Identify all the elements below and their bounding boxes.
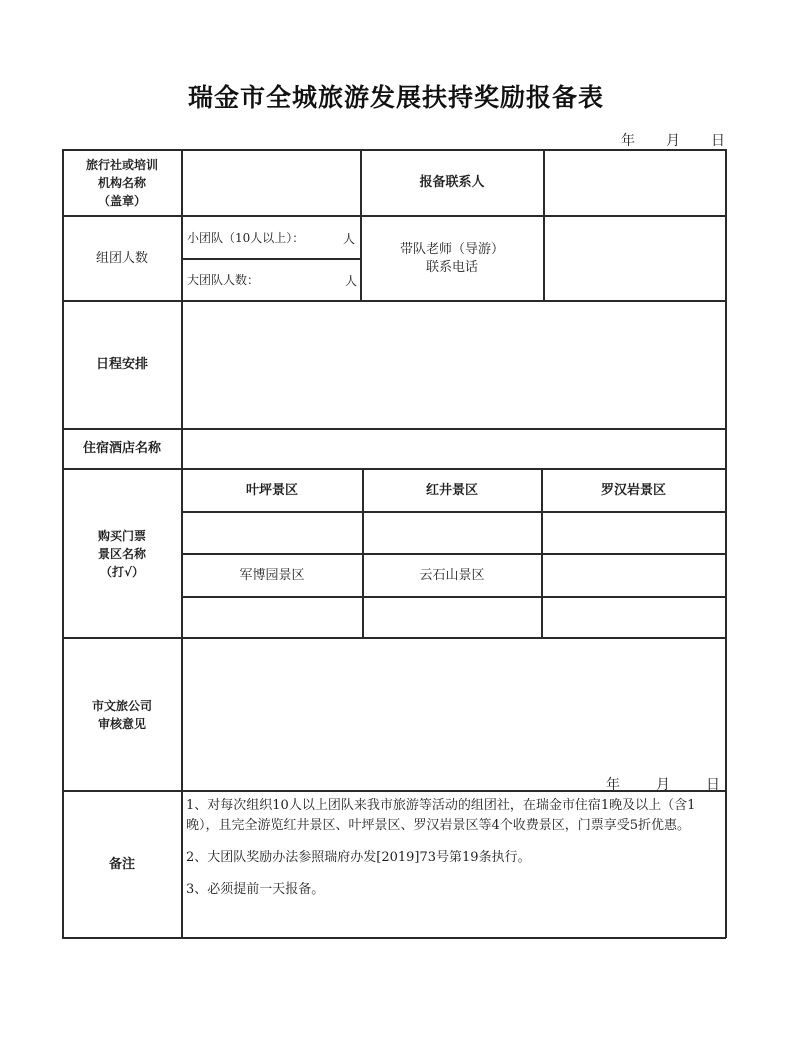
contact-person-label: 报备联系人 — [419, 175, 485, 190]
remark-item-3: 3、必须提前一天报备。 — [186, 882, 325, 897]
schedule-label: 日程安排 — [95, 357, 148, 372]
scenic-extra-label — [543, 555, 724, 596]
review-label-line2: 审核意见 — [97, 716, 146, 731]
review-month-label: 月 — [656, 777, 670, 793]
guide-phone-label — [362, 217, 542, 300]
agency-name-field[interactable] — [183, 151, 359, 215]
small-group-unit: 人 — [343, 232, 356, 246]
large-group-unit: 人 — [345, 274, 358, 288]
scenic-luohanyan-label: 罗汉岩景区 — [600, 482, 666, 498]
remarks-label: 备注 — [108, 856, 135, 872]
review-label-line1: 市文旅公司 — [91, 698, 152, 713]
date-year-label: 年 — [621, 133, 635, 149]
tickets-label-line3: （打√） — [99, 564, 144, 579]
review-label — [64, 639, 180, 790]
guide-phone-field[interactable] — [545, 217, 724, 300]
agency-label — [64, 151, 180, 215]
small-group-label: 小团队（10人以上）： — [187, 230, 305, 245]
scenic-junboyuan-label: 军博园景区 — [239, 567, 305, 583]
scenic-yeping-label: 叶坪景区 — [245, 482, 298, 498]
hotel-label: 住宿酒店名称 — [82, 441, 161, 456]
remarks-content — [186, 796, 726, 912]
hotel-field[interactable] — [183, 430, 724, 468]
review-opinion-field[interactable] — [183, 639, 724, 790]
tickets-label-line2: 景区名称 — [97, 546, 146, 561]
scenic-luohanyan-check[interactable] — [543, 513, 724, 553]
scenic-hongjing-label: 红井景区 — [425, 482, 478, 498]
review-year-label: 年 — [606, 777, 620, 793]
remark-item-2: 2、大团队奖励办法参照瑞府办发[2019]73号第19条执行。 — [186, 850, 531, 865]
scenic-yeping-check[interactable] — [183, 513, 361, 553]
schedule-field[interactable] — [183, 302, 724, 428]
scenic-yunshishan-label: 云石山景区 — [419, 567, 485, 583]
large-group-label: 大团队人数： — [187, 273, 260, 287]
form-title: 瑞金市全城旅游发展扶持奖励报备表 — [187, 83, 604, 112]
agency-label-line1: 旅行社或培训 — [85, 158, 158, 172]
tickets-label — [64, 470, 180, 637]
scenic-extra-check[interactable] — [543, 598, 724, 637]
review-day-label: 日 — [706, 777, 720, 793]
scenic-hongjing-check[interactable] — [364, 513, 540, 553]
remark-item-1: 1、对每次组织10人以上团队来我市旅游等活动的组团社，在瑞金市住宿1晚及以上（含1晚），且完全游览红井景区、叶坪景区、罗汉岩景区等4个收费景区，门票享受5折优惠。 — [186, 798, 696, 833]
scenic-junboyuan-check[interactable] — [183, 598, 361, 637]
group-size-label: 组团人数 — [95, 250, 148, 266]
agency-label-line2: 机构名称 — [97, 176, 146, 190]
scenic-yunshishan-check[interactable] — [364, 598, 540, 637]
contact-person-field[interactable] — [545, 151, 724, 215]
date-day-label: 日 — [711, 133, 725, 149]
guide-phone-label-line1: 带队老师（导游） — [399, 241, 504, 257]
tickets-label-line1: 购买门票 — [97, 528, 146, 543]
date-month-label: 月 — [666, 133, 680, 149]
agency-label-line3: （盖章） — [97, 194, 146, 208]
guide-phone-label-line2: 联系电话 — [425, 259, 478, 275]
